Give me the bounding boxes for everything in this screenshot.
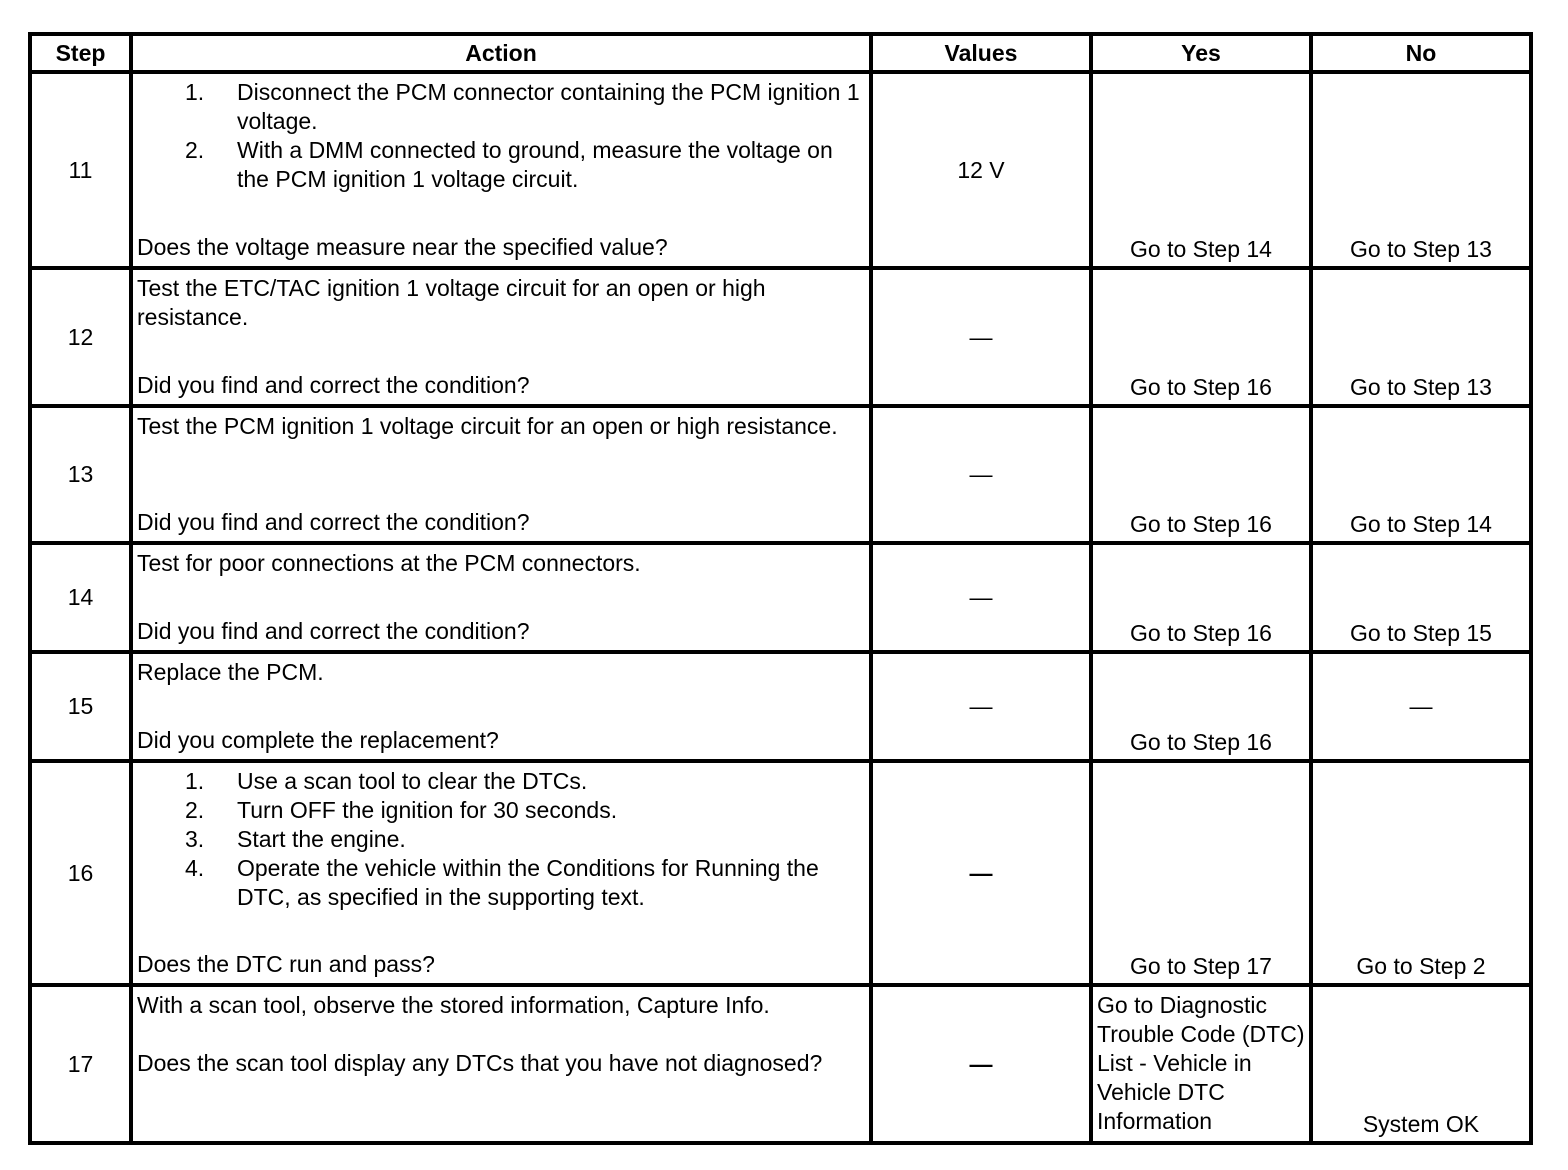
instruction-list (137, 78, 865, 194)
value-cell: 12 V (871, 72, 1091, 268)
question-text: Did you complete the replacement? (137, 727, 499, 753)
table-row (30, 652, 1531, 761)
action-cell (131, 72, 871, 268)
step-number: 15 (30, 652, 131, 761)
step-number: 17 (30, 985, 131, 1143)
no-link[interactable]: Go to Step 13 (1311, 72, 1531, 268)
value-cell: — (871, 268, 1091, 406)
value-cell: — (871, 761, 1091, 985)
action-cell (131, 761, 871, 985)
table-row (30, 72, 1531, 268)
instruction-text: Test the ETC/TAC ignition 1 voltage circuit for an open or high resistance. (137, 275, 766, 330)
table-row (30, 268, 1531, 406)
instruction-list (137, 767, 865, 912)
instruction-text: Test for poor connections at the PCM connectors. (137, 550, 641, 576)
question-text: Does the voltage measure near the specified value? (137, 234, 668, 260)
action-cell (131, 652, 871, 761)
list-item: 2. Turn OFF the ignition for 30 seconds. (185, 797, 618, 823)
table-row (30, 543, 1531, 652)
action-cell (131, 543, 871, 652)
list-item: 1. Use a scan tool to clear the DTCs. (185, 768, 588, 794)
yes-link[interactable]: Go to Step 17 (1091, 761, 1311, 985)
step-number: 12 (30, 268, 131, 406)
question-text: Did you find and correct the condition? (137, 618, 530, 644)
step-number: 13 (30, 406, 131, 543)
no-link[interactable]: Go to Step 2 (1311, 761, 1531, 985)
list-item: 4. Operate the vehicle within the Conditions for Running the DTC, as specified in the supporting text. (185, 855, 819, 910)
diagnostic-table (28, 32, 1533, 1145)
no-value: — (1311, 652, 1531, 761)
header-yes: Yes (1091, 34, 1311, 72)
question-text: Did you find and correct the condition? (137, 509, 530, 535)
list-item: 1. Disconnect the PCM connector containing the PCM ignition 1 voltage. (185, 79, 860, 134)
table-row (30, 985, 1531, 1143)
instruction-text: Test the PCM ignition 1 voltage circuit for an open or high resistance. (137, 413, 838, 439)
no-link[interactable]: Go to Step 15 (1311, 543, 1531, 652)
header-no: No (1311, 34, 1531, 72)
value-cell: — (871, 652, 1091, 761)
instruction-text: Replace the PCM. (137, 659, 324, 685)
step-number: 16 (30, 761, 131, 985)
yes-link[interactable]: Go to Step 16 (1091, 406, 1311, 543)
instruction-text: With a scan tool, observe the stored information, Capture Info. (137, 992, 770, 1018)
yes-link[interactable]: Go to Step 16 (1091, 268, 1311, 406)
step-number: 11 (30, 72, 131, 268)
value-cell: — (871, 985, 1091, 1143)
yes-link[interactable]: Go to Diagnostic Trouble Code (DTC) List - Vehicle in Vehicle DTC Information (1091, 985, 1311, 1143)
header-values: Values (871, 34, 1091, 72)
question-text: Did you find and correct the condition? (137, 372, 530, 398)
action-cell (131, 985, 871, 1143)
action-cell (131, 406, 871, 543)
table-row (30, 406, 1531, 543)
value-cell: — (871, 406, 1091, 543)
question-text: Does the scan tool display any DTCs that you have not diagnosed? (137, 1050, 823, 1076)
no-link[interactable]: Go to Step 13 (1311, 268, 1531, 406)
header-action: Action (131, 34, 871, 72)
header-step: Step (30, 34, 131, 72)
no-link[interactable]: Go to Step 14 (1311, 406, 1531, 543)
value-cell: — (871, 543, 1091, 652)
table-row (30, 761, 1531, 985)
yes-link[interactable]: Go to Step 14 (1091, 72, 1311, 268)
header-row (30, 34, 1531, 72)
question-text: Does the DTC run and pass? (137, 951, 435, 977)
no-text: System OK (1311, 985, 1531, 1143)
yes-link[interactable]: Go to Step 16 (1091, 543, 1311, 652)
yes-link[interactable]: Go to Step 16 (1091, 652, 1311, 761)
step-number: 14 (30, 543, 131, 652)
list-item: 3. Start the engine. (185, 826, 406, 852)
list-item: 2. With a DMM connected to ground, measure the voltage on the PCM ignition 1 voltage circuit. (185, 137, 833, 192)
action-cell (131, 268, 871, 406)
